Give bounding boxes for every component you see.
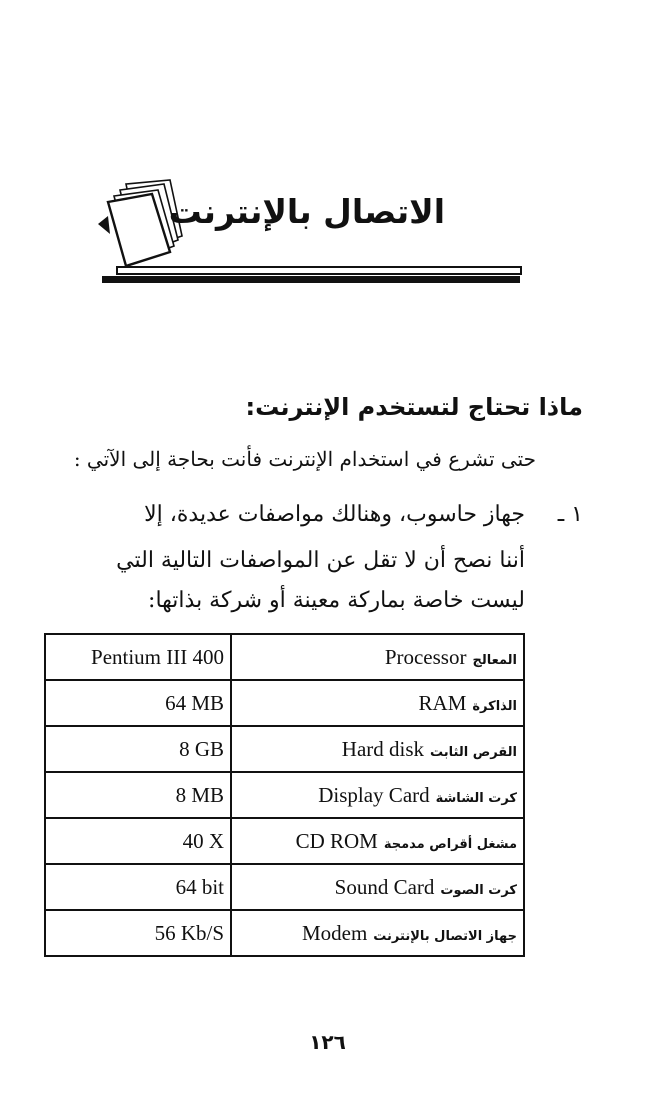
spec-value: 56 Kb/S — [45, 910, 231, 956]
component-en: RAM — [418, 690, 467, 715]
title-rule-thick — [102, 276, 520, 283]
table-row — [45, 726, 524, 772]
component-ar: كرت الصوت — [440, 882, 517, 898]
chapter-title: الاتصال بالإنترنت — [168, 192, 445, 231]
table-row — [45, 864, 524, 910]
table-row — [45, 818, 524, 864]
title-rule-thin — [116, 266, 522, 275]
spec-component — [231, 726, 524, 772]
component-ar: مشغل أقراص مدمجة — [383, 836, 517, 852]
component-en: Sound Card — [334, 874, 435, 899]
spec-component — [231, 634, 524, 680]
component-en: Hard disk — [341, 736, 425, 761]
specs-table — [44, 633, 525, 957]
component-ar: جهاز الاتصال بالإنترنت — [373, 928, 517, 944]
table-row — [45, 910, 524, 956]
spec-value: 8 GB — [45, 726, 231, 772]
spec-value: 64 MB — [45, 680, 231, 726]
component-ar: القرص الثابت — [430, 744, 517, 760]
spec-component — [231, 818, 524, 864]
spec-value: Pentium III 400 — [45, 634, 231, 680]
spec-value: 40 X — [45, 818, 231, 864]
component-ar: كرت الشاشة — [435, 790, 517, 806]
page-number: ١٢٦ — [309, 1030, 346, 1054]
item-line: جهاز حاسوب، وهنالك مواصفات عديدة، إلا — [144, 502, 525, 527]
component-en: Processor — [384, 644, 467, 669]
component-ar: المعالج — [472, 652, 517, 668]
spec-component — [231, 680, 524, 726]
component-ar: الذاكرة — [472, 698, 517, 714]
item-line: ليست خاصة بماركة معينة أو شركة بذاتها: — [148, 588, 525, 613]
component-en: Modem — [301, 920, 368, 945]
table-row — [45, 680, 524, 726]
spec-value: 8 MB — [45, 772, 231, 818]
component-en: Display Card — [318, 782, 430, 807]
section-heading: ماذا تحتاج لتستخدم الإنترنت: — [245, 393, 583, 421]
spec-component — [231, 864, 524, 910]
table-row — [45, 634, 524, 680]
table-row — [45, 772, 524, 818]
component-en: CD ROM — [295, 828, 378, 853]
spec-component — [231, 772, 524, 818]
spec-value: 64 bit — [45, 864, 231, 910]
item-line: أننا نصح أن لا تقل عن المواصفات التالية التي — [116, 548, 525, 573]
item-number: ١ ـ — [557, 502, 583, 527]
spec-component — [231, 910, 524, 956]
intro-line: حتى تشرع في استخدام الإنترنت فأنت بحاجة إلى الآتي : — [73, 447, 536, 471]
